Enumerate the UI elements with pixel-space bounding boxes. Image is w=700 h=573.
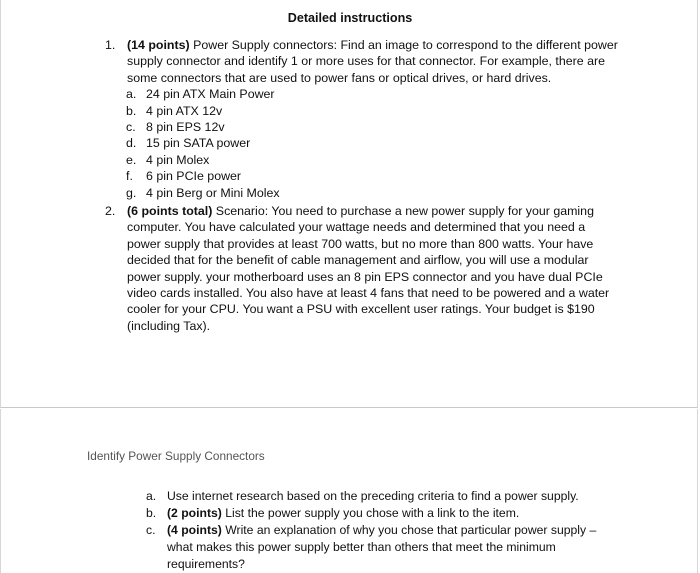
list-item: a. Use internet research based on the preceding criteria to find a power supply. <box>146 489 579 503</box>
list-item: a. 24 pin ATX Main Power <box>126 87 275 102</box>
list-item: c. 8 pin EPS 12v <box>126 120 225 134</box>
question-text: Power Supply connectors: Find an image to correspond to the different power supply connector and identify 1 or more uses for that connector. For example, there are some connectors that are used to power fans or optical drives, or hard drives. <box>127 38 618 85</box>
section-heading: Identify Power Supply Connectors <box>87 449 265 463</box>
list-item: b. (2 points) List the power supply you chose with a link to the item. <box>146 506 520 520</box>
question-1 <box>105 37 625 201</box>
list-item: b. 4 pin ATX 12v <box>126 103 223 118</box>
connector-list <box>105 86 625 201</box>
list-item: e. 4 pin Molex <box>126 152 210 167</box>
question-number: 2. <box>105 204 116 218</box>
question-points: (14 points) <box>127 38 190 52</box>
list-item: d. 15 pin SATA power <box>126 136 251 151</box>
list-item: c. (4 points) Write an explanation of why you chose that particular power supply – what makes this power supply better than others that meet the minimum requirements? <box>146 523 597 571</box>
question-2 <box>105 203 620 334</box>
list-item: g. 4 pin Berg or Mini Molex <box>126 185 280 200</box>
list-item: f. 6 pin PCIe power <box>126 169 242 184</box>
question-number: 1. <box>105 38 116 52</box>
question-points: (6 points total) <box>127 204 213 218</box>
task-list <box>146 488 616 573</box>
page-title: Detailed instructions <box>287 11 413 25</box>
question-text: Scenario: You need to purchase a new power supply for your gaming computer. You have calculated your wattage needs and determined that you need a power supply that provides at least 700 watts, but no more than 800 watts. Your have decided that for the benefit of cable management and airflow, you will use a modular power supply. your motherboard uses an 8 pin EPS connector and you have dual PCIe video cards installed. You also have at least 4 fans that need to be powered and a water cooler for your CPU. You want a PSU with excellent user ratings. Your budget is $190 (including Tax). <box>127 204 610 333</box>
